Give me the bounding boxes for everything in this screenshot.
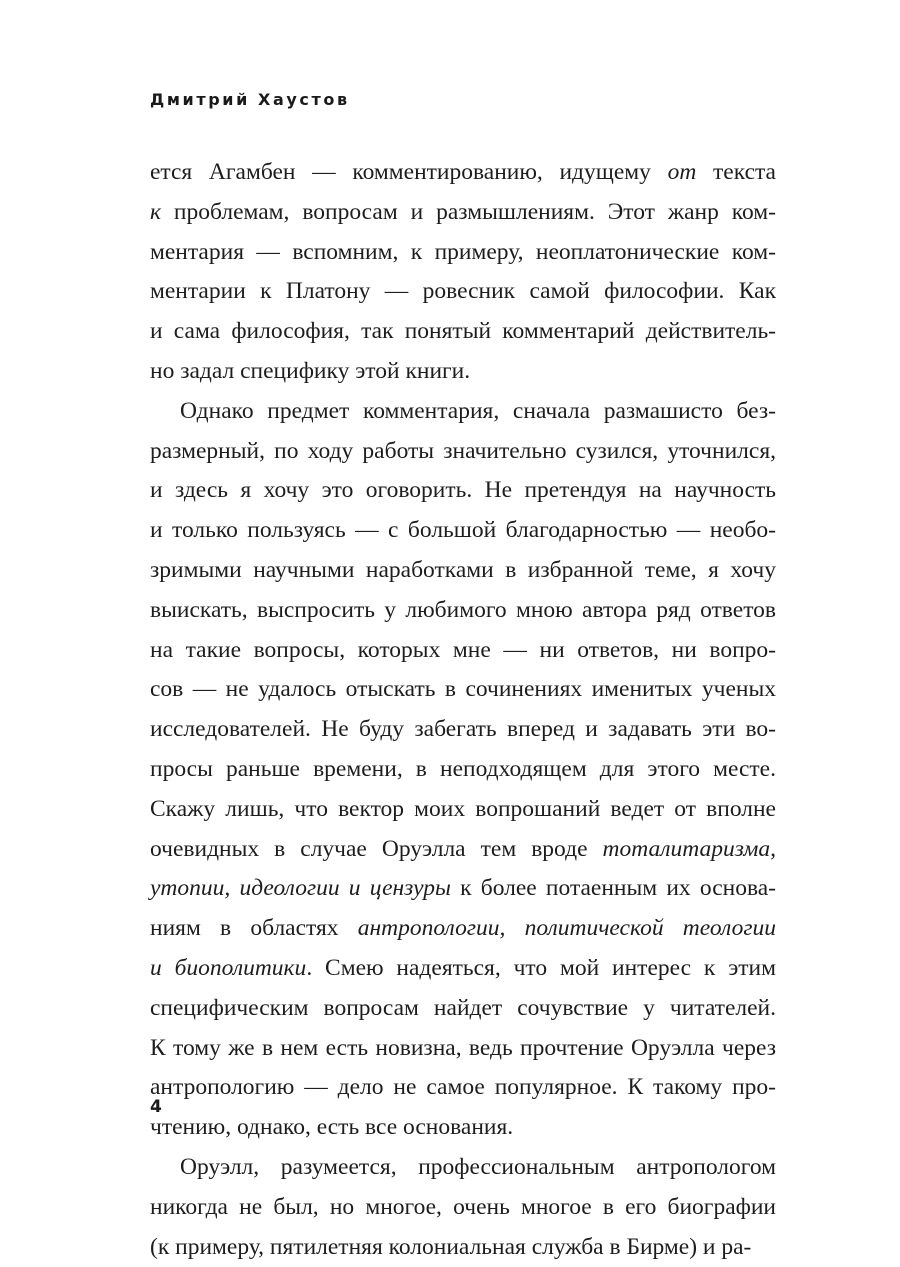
- text-span: сов — не удалось отыскать в сочинениях именитых ученых: [150, 676, 776, 703]
- text-span: проблемам, вопросам и размышлениям. Этот жанр ком-: [161, 198, 776, 225]
- italic-text: и биополитики: [150, 954, 307, 981]
- text-span: ется Агамбен — комментированию, идущему: [150, 159, 668, 185]
- text-line: [150, 989, 776, 1029]
- text-span: просы раньше времени, в неподходящем для этого месте.: [150, 755, 776, 782]
- italic-text: антропологии, политической теологии: [357, 915, 776, 942]
- text-line: [150, 869, 776, 909]
- italic-text: от: [667, 159, 697, 185]
- text-span: К тому же в нем есть новизна, ведь прочтение Оруэлла через: [150, 1034, 776, 1061]
- text-line: [150, 631, 776, 671]
- text-line: [150, 591, 776, 631]
- text-line: [150, 1188, 776, 1228]
- text-line: [150, 1228, 776, 1267]
- text-span: но задал специфику этой книги.: [150, 357, 471, 384]
- text-line: [150, 1148, 776, 1188]
- page-number: 4: [150, 1097, 162, 1117]
- text-span: Однако предмет комментария, сначала размашисто без-: [180, 397, 776, 424]
- text-line: [150, 1108, 776, 1148]
- italic-text: к: [150, 198, 161, 225]
- text-line: [150, 432, 776, 472]
- text-span: к более потаенным их основа-: [450, 875, 777, 902]
- text-span: на такие вопросы, которых мне — ни ответов, ни вопро-: [150, 636, 776, 663]
- text-span: Скажу лишь, что вектор моих вопрошаний ведет от вполне: [150, 795, 776, 822]
- text-line: [150, 153, 776, 193]
- text-span: размерный, по ходу работы значительно сузился, уточнился,: [150, 437, 776, 464]
- text-line: [150, 233, 776, 273]
- text-line: [150, 790, 776, 830]
- text-span: ментария — вспомним, к примеру, неоплатонические ком-: [150, 238, 776, 265]
- text-span: и сама философия, так понятый комментарий действитель-: [150, 318, 776, 345]
- text-line: [150, 949, 776, 989]
- text-line: [150, 272, 776, 312]
- running-head: Дмитрий Хаустов: [150, 90, 350, 109]
- italic-text: утопии, идеологии и цензуры: [150, 875, 451, 902]
- text-span: исследователей. Не буду забегать вперед и задавать эти во-: [150, 716, 776, 743]
- text-span: зримыми научными наработками в избранной теме, я хочу: [150, 556, 776, 583]
- text-span: специфическим вопросам найдет сочувствие у читателей.: [150, 994, 776, 1021]
- italic-text: тоталитаризма,: [602, 835, 776, 862]
- text-line: [150, 471, 776, 511]
- text-span: текста: [696, 159, 776, 185]
- text-span: ниям в областях: [150, 915, 358, 942]
- paragraph: [150, 392, 776, 1148]
- text-span: очевидных в случае Оруэлла тем вроде: [150, 835, 603, 862]
- text-line: [150, 830, 776, 870]
- text-line: [150, 750, 776, 790]
- text-line: [150, 352, 776, 392]
- text-span: и только пользуясь — с большой благодарностью — необо-: [150, 517, 776, 544]
- text-span: выискать, выспросить у любимого мною автора ряд ответов: [150, 596, 776, 623]
- text-line: [150, 909, 776, 949]
- text-span: ментарии к Платону — ровесник самой философии. Как: [150, 278, 776, 305]
- text-line: [150, 1029, 776, 1069]
- text-line: [150, 710, 776, 750]
- text-span: (к примеру, пятилетняя колониальная служба в Бирме) и ра-: [150, 1233, 752, 1260]
- text-line: [150, 511, 776, 551]
- text-line: [150, 551, 776, 591]
- paragraph: [150, 1148, 776, 1267]
- body-text: [150, 153, 776, 1267]
- text-line: [150, 392, 776, 432]
- text-line: [150, 1068, 776, 1108]
- text-span: никогда не был, но многое, очень многое в его биографии: [150, 1193, 776, 1220]
- text-span: . Смею надеяться, что мой интерес к этим: [306, 954, 776, 981]
- text-span: и здесь я хочу это оговорить. Не претендуя на научность: [150, 477, 776, 504]
- text-span: антропологию — дело не самое популярное. К такому про-: [150, 1074, 776, 1101]
- paragraph: [150, 153, 776, 392]
- text-span: чтению, однако, есть все основания.: [150, 1114, 514, 1141]
- text-line: [150, 193, 776, 233]
- text-line: [150, 670, 776, 710]
- text-line: [150, 312, 776, 352]
- text-span: Оруэлл, разумеется, профессиональным антропологом: [180, 1153, 776, 1180]
